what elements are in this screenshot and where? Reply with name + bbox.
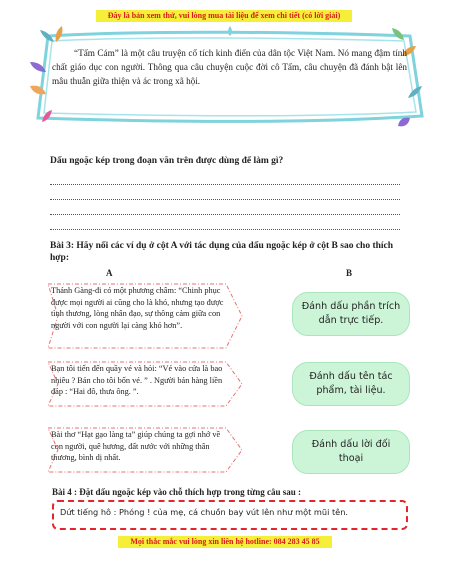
exercise4-title: Bài 4 : Đặt dấu ngoặc kép vào chỗ thích hợp trong từng câu sau : [52,487,302,497]
column-a-header: A [106,268,113,278]
header-banner: Đây là bản xem thử, vui lòng mua tài liệu để xem chi tiết (có lời giải) [96,10,352,22]
answer-line[interactable] [50,199,400,200]
left-item-text: Thánh Gàng-đi có một phương châm: “Chinh phục được mọi người ai cũng cho là khó, nhưng tạo được tình thương, lòng nhân đạo, sự thông cảm giữa con người với con người lại càng khó hơn”. [51,286,224,330]
question-text: Dấu ngoặc kép trong đoạn văn trên được dùng để làm gì? [50,156,284,166]
right-item-3[interactable]: Đánh dấu lời đối thoại [292,430,410,474]
column-b-header: B [346,268,353,278]
right-item-2[interactable]: Đánh dấu tên tác phẩm, tài liệu. [292,362,410,406]
left-item-text: Bài thơ “Hạt gạo làng ta” giúp chúng ta gợi nhớ về con người, quê hương, đất nước với những thân thương, bình dị nhất. [51,430,221,463]
exercise4-sentence[interactable]: Dứt tiếng hô : Phóng ! của mẹ, cá chuồn bay vút lên như một mũi tên. [60,507,348,517]
exercise3-title: Bài 3: Hãy nối các ví dụ ở cột A với tác dụng của dấu ngoặc kép ở cột B sao cho thích hợp: [50,241,394,263]
left-item-3[interactable] [48,429,248,464]
leaf-icon [398,118,410,127]
passage-content: “Tấm Cám” là một câu truyện cổ tích kinh điển của dân tộc Việt Nam. Nó mang đậm tính chất giáo dục con người. Thông qua câu chuyện cuộc đời cô Tấm, câu chuyện đã đánh bật lên mâu thuẫn giữa thiện và ác trong xã hội. [52,48,407,86]
passage-text [52,46,407,88]
left-item-2[interactable] [48,363,248,398]
left-item-text: Bạn tôi tiến đến quầy vé và hỏi: “Vé vào cửa là bao nhiêu ? Bán cho tôi bốn vé. ” . Người bán hàng liền đáp : “Hai đô, thưa ông. ”. [51,364,223,397]
answer-line[interactable] [50,184,400,185]
answer-line[interactable] [50,229,400,230]
right-item-1[interactable]: Đánh dấu phần trích dẫn trực tiếp. [292,292,410,336]
footer-banner: Mọi thắc mắc vui lòng xin liên hệ hotline: 084 283 45 85 [118,536,332,548]
passage-frame [30,26,428,128]
answer-line[interactable] [50,214,400,215]
left-item-1[interactable] [48,285,248,331]
